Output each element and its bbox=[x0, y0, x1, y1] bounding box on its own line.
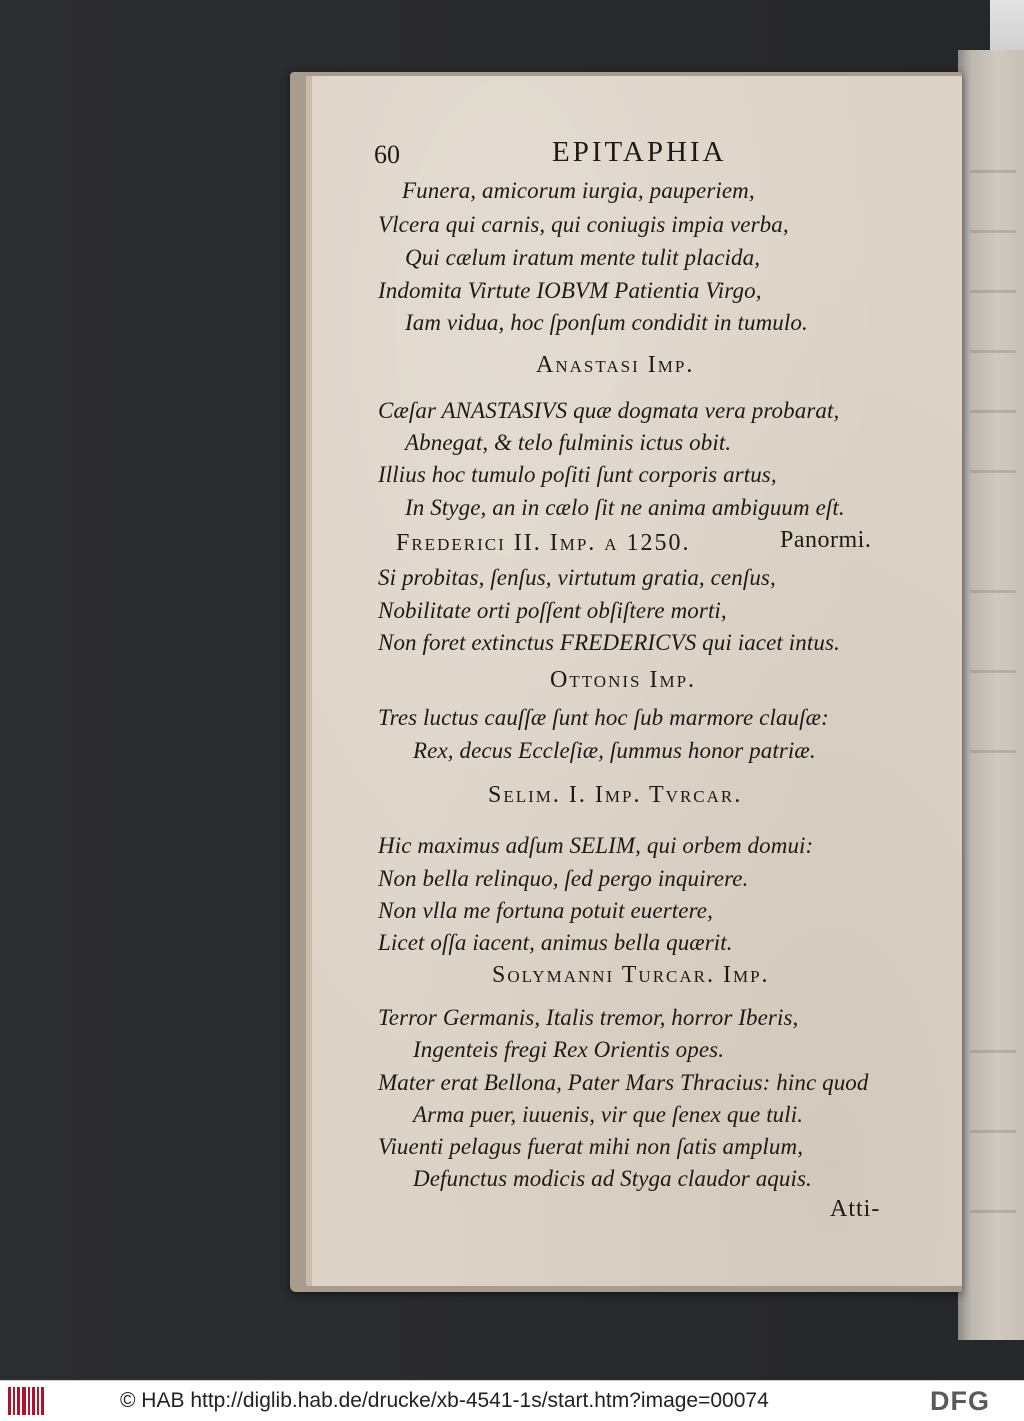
verse-line: In Styge, an in cælo ſit ne anima ambiguum eſt. bbox=[405, 495, 845, 520]
verse-line: Nobilitate orti poſſent obſiſtere morti, bbox=[378, 598, 727, 623]
verse-line: Licet oſſa iacent, animus bella quærit. bbox=[378, 930, 733, 955]
copyright-link[interactable]: © HAB http://diglib.hab.de/drucke/xb-4541-1s/start.htm?image=00074 bbox=[120, 1389, 769, 1412]
verse-line: Si probitas, ſenſus, virtutum gratia, cenſus, bbox=[378, 565, 776, 590]
heading-place: Panormi. bbox=[780, 527, 872, 553]
verse-line: Terror Germanis, Italis tremor, horror Iberis, bbox=[378, 1005, 799, 1030]
verse-line: Ingenteis fregi Rex Orientis opes. bbox=[413, 1037, 725, 1062]
verse-line: Non foret extinctus FREDERICVS qui iacet intus. bbox=[378, 630, 840, 655]
footer-bar bbox=[0, 1380, 1024, 1421]
verse-line: Qui cælum iratum mente tulit placida, bbox=[405, 245, 761, 270]
verse-line: Non vlla me fortuna potuit euertere, bbox=[378, 898, 713, 923]
verse-line: Hic maximus adſum SELIM, qui orbem domui: bbox=[378, 833, 814, 858]
heading-solymanni: Solymanni Turcar. Imp. bbox=[492, 962, 770, 988]
verse-line: Abnegat, & telo fulminis ictus obit. bbox=[405, 430, 732, 455]
heading-ottonis: Ottonis Imp. bbox=[550, 667, 697, 693]
verse-line: Cæſar ANASTASIVS quæ dogmata vera probarat, bbox=[378, 398, 840, 423]
heading-selim: Selim. I. Imp. Tvrcar. bbox=[488, 782, 743, 808]
page-number: 60 bbox=[374, 140, 400, 169]
verse-line: Arma puer, iuuenis, vir que ſenex que tuli. bbox=[413, 1102, 804, 1127]
running-head: EPITAPHIA bbox=[552, 136, 727, 168]
verse-line: Viuenti pelagus fuerat mihi non ſatis amplum, bbox=[378, 1134, 804, 1159]
verse-line: Iam vidua, hoc ſponſum condidit in tumulo. bbox=[405, 310, 808, 335]
catchword: Atti- bbox=[830, 1196, 881, 1222]
heading-frederici: Frederici II. Imp. a 1250. bbox=[396, 530, 691, 556]
verse-line: Vlcera qui carnis, qui coniugis impia verba, bbox=[378, 212, 789, 237]
dfg-logo[interactable]: DFG bbox=[930, 1386, 990, 1416]
heading-anastasi: Anastasi Imp. bbox=[536, 352, 695, 378]
verse-line: Mater erat Bellona, Pater Mars Thracius: hinc quod bbox=[378, 1070, 869, 1095]
verse-line: Indomita Virtute IOBVM Patientia Virgo, bbox=[378, 278, 762, 303]
verse-line: Funera, amicorum iurgia, pauperiem, bbox=[402, 178, 755, 203]
verse-line: Non bella relinquo, ſed pergo inquirere. bbox=[378, 866, 749, 891]
adjacent-page-edge bbox=[958, 50, 1024, 1340]
verse-line: Illius hoc tumulo poſiti ſunt corporis artus, bbox=[378, 462, 777, 487]
verse-line: Rex, decus Eccleſiæ, ſummus honor patriæ. bbox=[413, 738, 816, 763]
hab-barcode-logo-icon[interactable] bbox=[8, 1387, 48, 1415]
verse-line: Tres luctus cauſſæ ſunt hoc ſub marmore clauſæ: bbox=[378, 705, 829, 730]
verse-line: Defunctus modicis ad Styga claudor aquis. bbox=[413, 1166, 812, 1191]
